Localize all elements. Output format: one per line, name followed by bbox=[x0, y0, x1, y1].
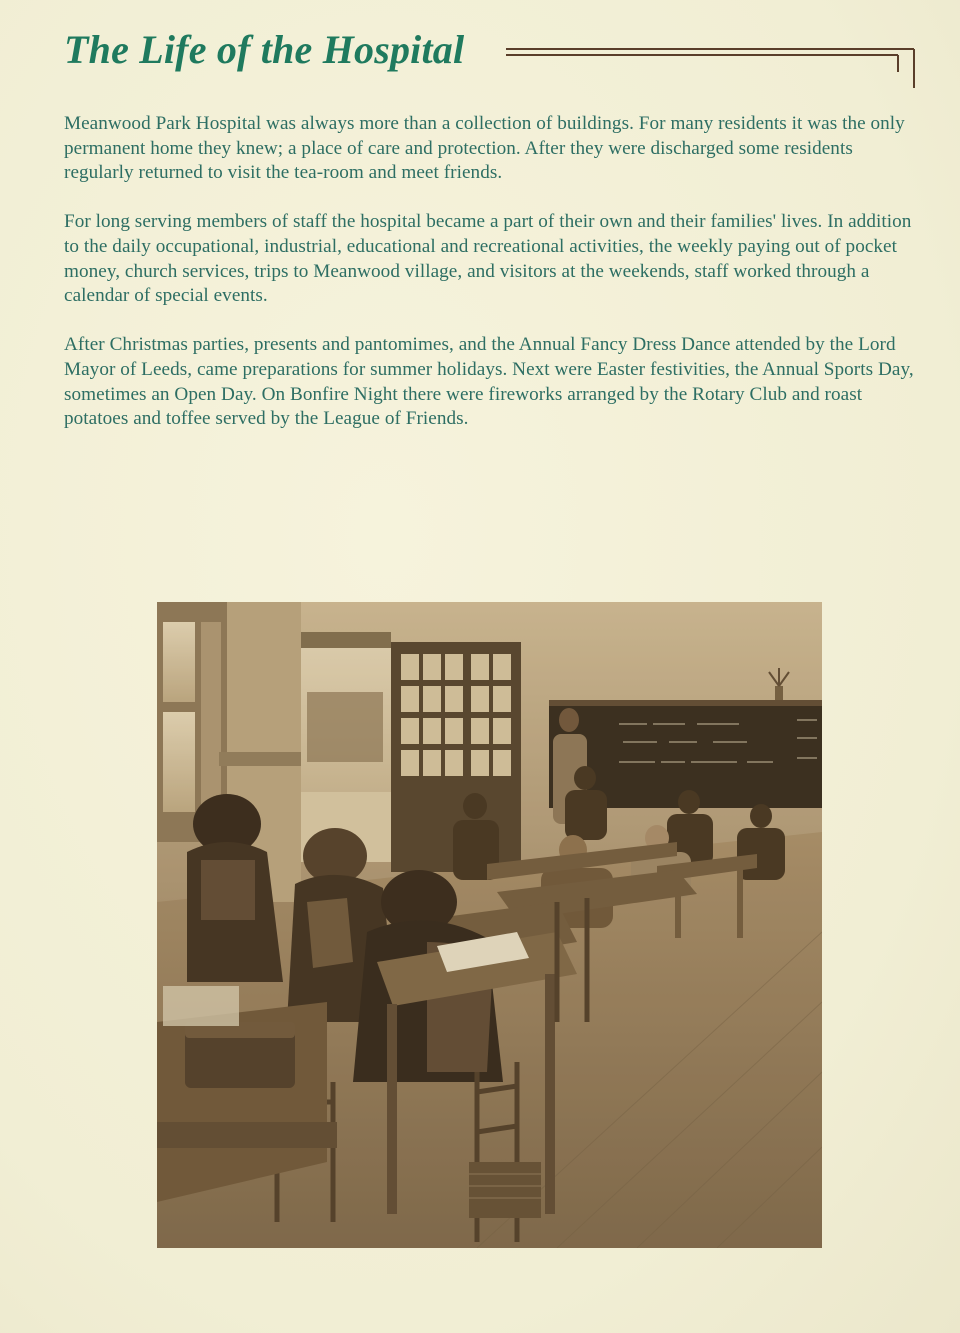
title-rule-decoration bbox=[506, 46, 918, 88]
classroom-photo-illustration bbox=[157, 602, 822, 1248]
classroom-photo bbox=[157, 602, 822, 1248]
paragraph-1: Meanwood Park Hospital was always more than a collection of buildings. For many residents it was the only permanent home they knew; a place of care and protection. After they were discharged some residents regularly returned to visit the tea-room and meet friends. bbox=[64, 113, 905, 184]
page-title: The Life of the Hospital bbox=[64, 27, 465, 72]
paragraph-2: For long serving members of staff the hospital became a part of their own and their families' lives. In addition to the daily occupational, industrial, educational and recreational activities, the weekly paying out of pocket money, church services, trips to Meanwood village, and visitors at the weekends, staff worked through a calendar of special events. bbox=[64, 211, 912, 307]
paragraph-3: After Christmas parties, presents and pantomimes, and the Annual Fancy Dress Dance attended by the Lord Mayor of Leeds, came preparations for summer holidays. Next were Easter festivities, the Annual Sports Day, sometimes an Open Day. On Bonfire Night there were fireworks arranged by the Rotary Club and roast potatoes and toffee served by the League of Friends. bbox=[64, 334, 914, 430]
body-text bbox=[64, 112, 914, 456]
